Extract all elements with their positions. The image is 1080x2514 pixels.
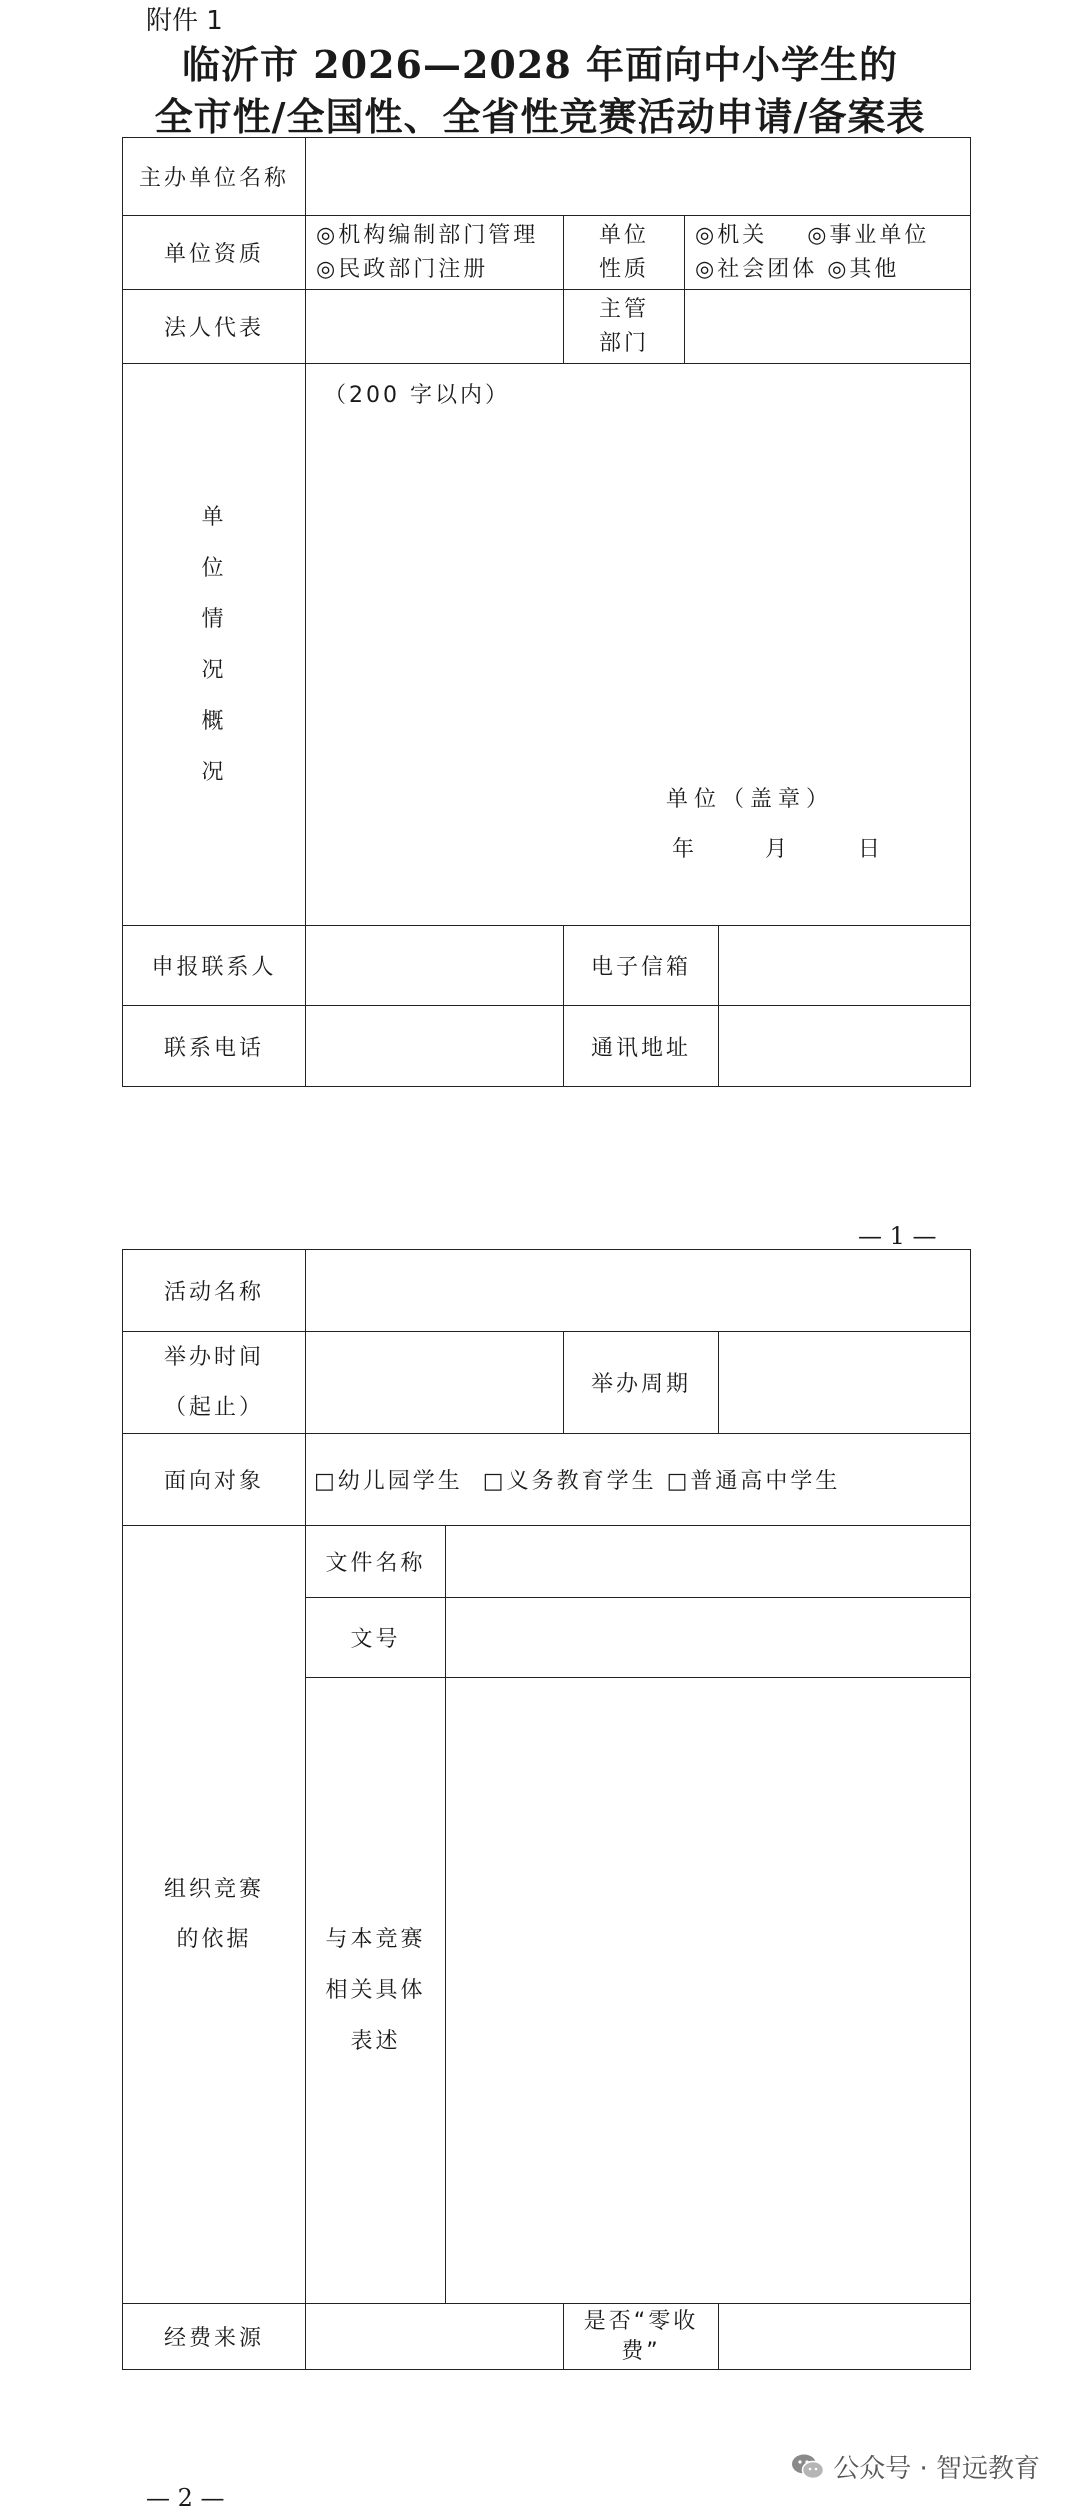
phone-field[interactable] (306, 1006, 564, 1087)
qualification-option-civil-affairs[interactable]: ◎民政部门注册 (316, 256, 489, 282)
funding-field[interactable] (306, 2304, 564, 2370)
page-number-1: — 1 — (858, 1222, 937, 1250)
overview-label: 单 位 情 况 概 况 (123, 364, 306, 926)
desc-field[interactable] (446, 1678, 971, 2304)
organizer-field[interactable] (306, 138, 971, 216)
email-label: 电子信箱 (564, 926, 719, 1006)
watermark (791, 2448, 1040, 2485)
qualification-option-staffing[interactable]: ◎机构编制部门管理 (316, 222, 539, 248)
target-option-high-school[interactable]: □普通高中学生 (666, 1469, 841, 1494)
watermark-text: 公众号 · 智远教育 (833, 2454, 1040, 2484)
wechat-icon (791, 2453, 825, 2481)
time-label: 举办时间 （起止） (123, 1332, 306, 1434)
phone-label: 联系电话 (123, 1006, 306, 1087)
nature-option-other[interactable]: ◎其他 (827, 256, 900, 282)
funding-label: 经费来源 (123, 2304, 306, 2370)
activity-name-label: 活动名称 (123, 1250, 306, 1332)
activity-name-field[interactable] (306, 1250, 971, 1332)
doc-name-field[interactable] (446, 1526, 971, 1598)
doc-no-label: 文号 (306, 1598, 446, 1678)
nature-option-agency[interactable]: ◎机关 (695, 222, 768, 248)
overview-field[interactable] (306, 364, 971, 926)
target-option-kindergarten[interactable]: □幼儿园学生 (314, 1469, 463, 1494)
nature-label: 单位 性质 (564, 216, 685, 290)
attachment-label: 附件 1 (146, 6, 223, 36)
nature-option-institution[interactable]: ◎事业单位 (807, 222, 930, 248)
seal-date: 年 月 日 (672, 837, 884, 862)
email-field[interactable] (719, 926, 971, 1006)
supervisor-label: 主管 部门 (564, 290, 685, 364)
nature-option-social-group[interactable]: ◎社会团体 (695, 256, 818, 282)
doc-name-label: 文件名称 (306, 1526, 446, 1598)
cycle-field[interactable] (719, 1332, 971, 1434)
page-number-2: — 2 — (146, 2484, 225, 2512)
target-options[interactable] (306, 1434, 971, 1526)
nature-options[interactable] (685, 216, 971, 290)
seal-text: 单位（盖章） (666, 787, 835, 812)
qualification-label: 单位资质 (123, 216, 306, 290)
time-field[interactable] (306, 1332, 564, 1434)
free-field[interactable] (719, 2304, 971, 2370)
page-title-line-2: 全市性/全国性、全省性竞赛活动申请/备案表 (154, 94, 926, 139)
application-form-page-2 (122, 1249, 971, 2370)
cycle-label: 举办周期 (564, 1332, 719, 1434)
contact-field[interactable] (306, 926, 564, 1006)
supervisor-field[interactable] (685, 290, 971, 364)
organizer-label: 主办单位名称 (123, 138, 306, 216)
page-title-line-1: 临沂市 2026—2028 年面向中小学生的 (182, 42, 898, 87)
free-label: 是否“零收 费” (564, 2304, 719, 2370)
address-field[interactable] (719, 1006, 971, 1087)
qualification-options[interactable] (306, 216, 564, 290)
desc-label: 与本竞赛 相关具体 表述 (306, 1678, 446, 2304)
application-form-page-1 (122, 137, 971, 1087)
basis-label: 组织竞赛 的依据 (123, 1526, 306, 2304)
target-label: 面向对象 (123, 1434, 306, 1526)
legal-rep-field[interactable] (306, 290, 564, 364)
contact-label: 申报联系人 (123, 926, 306, 1006)
target-option-compulsory[interactable]: □义务教育学生 (482, 1469, 657, 1494)
doc-no-field[interactable] (446, 1598, 971, 1678)
address-label: 通讯地址 (564, 1006, 719, 1087)
overview-hint: （200 字以内） (324, 383, 510, 408)
legal-rep-label: 法人代表 (123, 290, 306, 364)
